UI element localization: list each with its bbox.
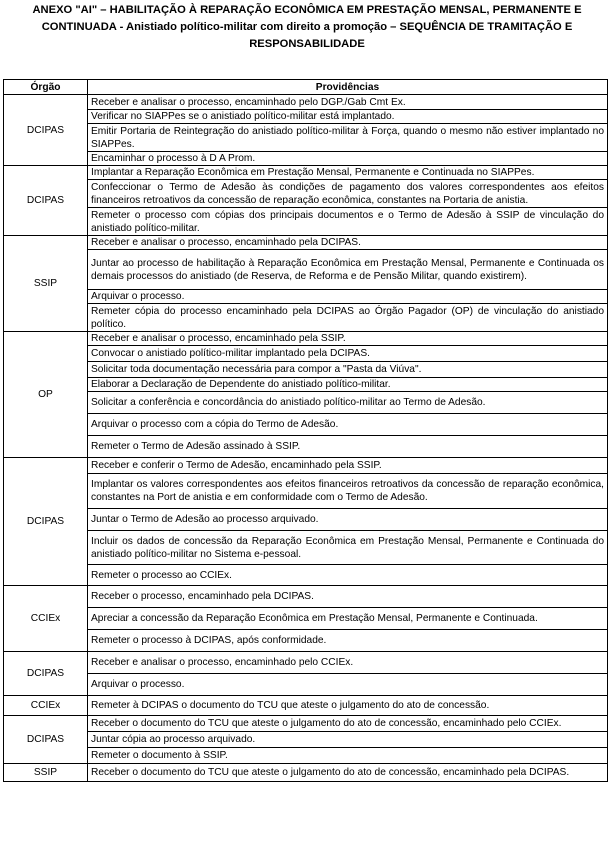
table-row: [4, 304, 608, 332]
table-row: [4, 630, 608, 652]
providencia-cell: Remeter o documento à SSIP.: [88, 748, 608, 764]
table-row: [4, 458, 608, 474]
providencia-cell: Encaminhar o processo à D A Prom.: [88, 152, 608, 166]
document-title: [4, 2, 610, 53]
table-row: [4, 531, 608, 565]
table-row: [4, 166, 608, 180]
providencia-cell: Receber e analisar o processo, encaminhado pelo CCIEx.: [88, 652, 608, 674]
providencia-cell: Remeter à DCIPAS o documento do TCU que ateste o julgamento do ato de concessão.: [88, 696, 608, 716]
table-row: [4, 110, 608, 124]
table-row: [4, 208, 608, 236]
providencia-cell: Solicitar toda documentação necessária para compor a "Pasta da Viúva".: [88, 362, 608, 378]
table-row: [4, 95, 608, 110]
providencia-cell: Solicitar a conferência e concordância do anistiado político-militar ao Termo de Adesão.: [88, 392, 608, 414]
providencia-cell: Remeter cópia do processo encaminhado pela DCIPAS ao Órgão Pagador (OP) de vinculação do anistiado político.: [88, 304, 608, 332]
providencia-cell: Implantar os valores correspondentes aos efeitos financeiros retroativos da concessão de reparação econômica, constantes na Port de anistia e em conformidade com o Termo de Adesão.: [88, 474, 608, 509]
table-row: [4, 250, 608, 290]
orgao-cell: DCIPAS: [4, 166, 88, 236]
orgao-cell: DCIPAS: [4, 95, 88, 166]
providencia-cell: Receber o processo, encaminhado pela DCIPAS.: [88, 586, 608, 608]
table-row: [4, 474, 608, 509]
providencia-cell: Verificar no SIAPPes se o anistiado político-militar está implantado.: [88, 110, 608, 124]
table-row: [4, 565, 608, 586]
table-row: [4, 346, 608, 362]
table-row: [4, 236, 608, 250]
providencia-cell: Arquivar o processo com a cópia do Termo de Adesão.: [88, 414, 608, 436]
table-row: [4, 586, 608, 608]
providencia-cell: Elaborar a Declaração de Dependente do anistiado político-militar.: [88, 378, 608, 392]
providencia-cell: Receber o documento do TCU que ateste o julgamento do ato de concessão, encaminhado pelo CCIEx.: [88, 716, 608, 732]
providencia-cell: Juntar o Termo de Adesão ao processo arquivado.: [88, 509, 608, 531]
providencia-cell: Arquivar o processo.: [88, 674, 608, 696]
header-providencias: Providências: [88, 80, 608, 95]
providencia-cell: Convocar o anistiado político-militar implantado pela DCIPAS.: [88, 346, 608, 362]
providencia-cell: Juntar ao processo de habilitação à Reparação Econômica em Prestação Mensal, Permanente e Continuada os demais processos do anistiado (de Reserva, de Reforma e de Pensão Militar, quando existirem).: [88, 250, 608, 290]
table-row: [4, 608, 608, 630]
procedure-table: [3, 79, 608, 782]
table-body: [4, 95, 608, 782]
table-row: [4, 392, 608, 414]
providencia-cell: Arquivar o processo.: [88, 290, 608, 304]
providencia-cell: Confeccionar o Termo de Adesão às condições de pagamento dos valores correspondentes aos efeitos financeiros retroativos da concessão de reparação econômica, constantes na Portaria de anistia.: [88, 180, 608, 208]
table-row: [4, 152, 608, 166]
title-line-3: RESPONSABILIDADE: [249, 38, 365, 50]
orgao-cell: DCIPAS: [4, 458, 88, 586]
table-row: [4, 748, 608, 764]
providencia-cell: Receber e analisar o processo, encaminhado pelo DGP./Gab Cmt Ex.: [88, 95, 608, 110]
providencia-cell: Receber e analisar o processo, encaminhado pela SSIP.: [88, 332, 608, 346]
providencia-cell: Incluir os dados de concessão da Reparação Econômica em Prestação Mensal, Permanente e Continuada do anistiado político-militar no Sistema e-pessoal.: [88, 531, 608, 565]
orgao-cell: OP: [4, 332, 88, 458]
header-orgao: Órgão: [4, 80, 88, 95]
table-row: [4, 716, 608, 732]
providencia-cell: Emitir Portaria de Reintegração do anistiado político-militar à Força, quando o mesmo não estiver implantado no SIAPPes.: [88, 124, 608, 152]
orgao-cell: CCIEx: [4, 696, 88, 716]
table-row: [4, 378, 608, 392]
providencia-cell: Remeter o Termo de Adesão assinado à SSIP.: [88, 436, 608, 458]
table-row: [4, 124, 608, 152]
providencia-cell: Remeter o processo ao CCIEx.: [88, 565, 608, 586]
orgao-cell: DCIPAS: [4, 652, 88, 696]
table-row: [4, 674, 608, 696]
providencia-cell: Implantar a Reparação Econômica em Prestação Mensal, Permanente e Continuada no SIAPPes.: [88, 166, 608, 180]
providencia-cell: Remeter o processo com cópias dos principais documentos e o Termo de Adesão à SSIP de vinculação do anistiado político-militar.: [88, 208, 608, 236]
table-header-row: [4, 80, 608, 95]
providencia-cell: Receber e conferir o Termo de Adesão, encaminhado pela SSIP.: [88, 458, 608, 474]
providencia-cell: Remeter o processo à DCIPAS, após conformidade.: [88, 630, 608, 652]
table-row: [4, 414, 608, 436]
table-row: [4, 764, 608, 782]
table-row: [4, 332, 608, 346]
orgao-cell: SSIP: [4, 236, 88, 332]
table-row: [4, 436, 608, 458]
table-row: [4, 696, 608, 716]
providencia-cell: Apreciar a concessão da Reparação Econômica em Prestação Mensal, Permanente e Continuada.: [88, 608, 608, 630]
providencia-cell: Receber o documento do TCU que ateste o julgamento do ato de concessão, encaminhado pela DCIPAS.: [88, 764, 608, 782]
table-row: [4, 509, 608, 531]
table-row: [4, 362, 608, 378]
table-row: [4, 290, 608, 304]
orgao-cell: DCIPAS: [4, 716, 88, 764]
providencia-cell: Juntar cópia ao processo arquivado.: [88, 732, 608, 748]
title-line-1: ANEXO "AI" – HABILITAÇÃO À REPARAÇÃO ECONÔMICA EM PRESTAÇÃO MENSAL, PERMANENTE E: [32, 4, 582, 16]
table-row: [4, 732, 608, 748]
title-line-2: CONTINUADA - Anistiado político-militar com direito a promoção – SEQUÊNCIA DE TRAMITAÇÃO E: [41, 21, 573, 33]
table-row: [4, 652, 608, 674]
table-row: [4, 180, 608, 208]
orgao-cell: SSIP: [4, 764, 88, 782]
providencia-cell: Receber e analisar o processo, encaminhado pela DCIPAS.: [88, 236, 608, 250]
orgao-cell: CCIEx: [4, 586, 88, 652]
